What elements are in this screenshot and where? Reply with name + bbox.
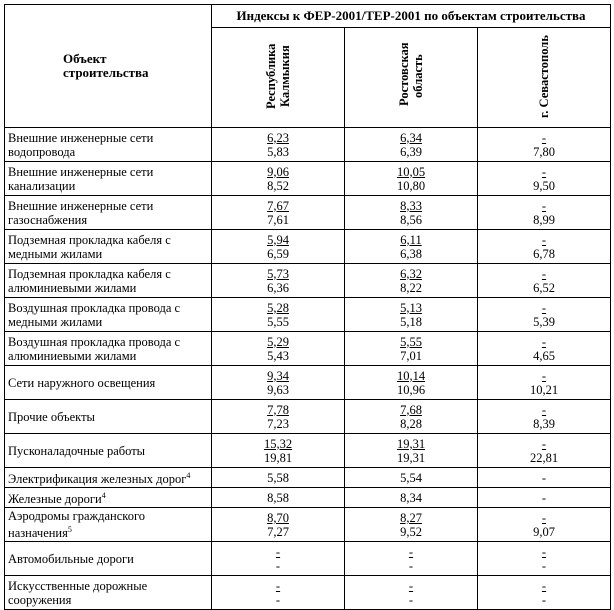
- index-ter-value: -: [541, 592, 547, 607]
- index-fer-value: 5,94: [267, 232, 289, 247]
- index-cell: [212, 162, 345, 196]
- table-row: [5, 196, 611, 230]
- index-cell: [345, 542, 478, 576]
- object-name-cell: [5, 298, 212, 332]
- index-ter-value: 10,21: [529, 382, 559, 397]
- table-row: [5, 488, 611, 508]
- object-name-cell: [5, 264, 212, 298]
- index-fer-value: 15,32: [263, 436, 293, 451]
- object-name: Подземная прокладка кабеля с медными жилами: [8, 232, 171, 261]
- table-row: [5, 298, 611, 332]
- index-cell: [345, 162, 478, 196]
- object-name: Автомобильные дороги: [8, 551, 134, 566]
- index-cell: [345, 230, 478, 264]
- index-value: -: [541, 470, 547, 485]
- table-row: [5, 332, 611, 366]
- index-ter-value: 8,39: [533, 416, 555, 431]
- index-fer-value: 6,34: [400, 130, 422, 145]
- index-fer-value: -: [541, 578, 547, 593]
- index-cell: [478, 434, 611, 468]
- index-cell: [345, 196, 478, 230]
- index-cell: [345, 128, 478, 162]
- footnote-marker: 4: [186, 471, 191, 480]
- object-name: Электрификация железных дорог: [8, 472, 187, 487]
- index-ter-value: 9,52: [400, 524, 422, 539]
- index-fer-value: 6,32: [400, 266, 422, 281]
- table-row: [5, 468, 611, 488]
- index-value: -: [541, 490, 547, 505]
- table-body: [5, 128, 611, 610]
- index-fer-value: -: [541, 266, 547, 281]
- index-ter-value: 5,18: [400, 314, 422, 329]
- region-label: Республика Калмыкия: [264, 43, 292, 109]
- index-ter-value: 8,22: [400, 280, 422, 295]
- index-ter-value: 10,96: [396, 382, 426, 397]
- object-name-cell: [5, 128, 212, 162]
- region-label: Ростовская область: [397, 42, 425, 106]
- index-cell: [478, 332, 611, 366]
- index-ter-value: 8,52: [267, 178, 289, 193]
- table-row: [5, 128, 611, 162]
- object-name: Пусконаладочные работы: [8, 443, 146, 458]
- index-cell: [478, 468, 611, 488]
- index-cell: [212, 508, 345, 542]
- index-fer-value: 7,78: [267, 402, 289, 417]
- index-fer-value: 8,70: [267, 510, 289, 525]
- object-name-cell: [5, 468, 212, 488]
- index-cell: [345, 298, 478, 332]
- index-fer-value: 5,29: [267, 334, 289, 349]
- index-fer-value: -: [541, 300, 547, 315]
- index-ter-value: 7,61: [267, 212, 289, 227]
- index-ter-value: 4,65: [533, 348, 555, 363]
- index-cell: [478, 366, 611, 400]
- table-row: [5, 400, 611, 434]
- index-ter-value: 10,80: [396, 178, 426, 193]
- object-name-cell: [5, 488, 212, 508]
- object-name: Прочие объекты: [8, 409, 95, 424]
- region-header-sevastopol: [478, 28, 611, 128]
- index-ter-value: -: [408, 592, 414, 607]
- index-fer-value: -: [541, 402, 547, 417]
- index-ter-value: 19,31: [396, 450, 426, 465]
- region-label: г. Севастополь: [537, 34, 552, 118]
- index-fer-value: -: [275, 544, 281, 559]
- table-row: [5, 366, 611, 400]
- object-name-cell: [5, 162, 212, 196]
- index-cell: [212, 488, 345, 508]
- object-name-cell: [5, 508, 212, 542]
- index-fer-value: -: [541, 334, 547, 349]
- index-ter-value: 9,07: [533, 524, 555, 539]
- construction-index-table: [4, 4, 611, 610]
- object-name: Внешние инженерные сети газоснабжения: [8, 198, 154, 227]
- index-fer-value: -: [541, 232, 547, 247]
- index-cell: [478, 508, 611, 542]
- index-fer-value: 9,06: [267, 164, 289, 179]
- index-ter-value: 6,39: [400, 144, 422, 159]
- index-ter-value: 7,01: [400, 348, 422, 363]
- index-cell: [345, 264, 478, 298]
- index-ter-value: 7,80: [533, 144, 555, 159]
- index-fer-value: 5,73: [267, 266, 289, 281]
- table-row: [5, 508, 611, 542]
- region-header-kalmykia: [212, 28, 345, 128]
- index-cell: [212, 576, 345, 610]
- object-name: Искусственные дорожные сооружения: [8, 578, 148, 607]
- index-cell: [212, 128, 345, 162]
- index-fer-value: 9,34: [267, 368, 289, 383]
- index-ter-value: -: [541, 558, 547, 573]
- object-name-cell: [5, 366, 212, 400]
- index-cell: [212, 400, 345, 434]
- index-group-header: Индексы к ФЕР-2001/ТЕР-2001 по объектам строительства: [212, 5, 611, 28]
- index-fer-value: 6,11: [400, 232, 422, 247]
- index-fer-value: 5,28: [267, 300, 289, 315]
- object-name-cell: [5, 576, 212, 610]
- index-ter-value: -: [275, 558, 281, 573]
- footnote-marker: 5: [67, 525, 72, 535]
- index-ter-value: 9,63: [267, 382, 289, 397]
- index-ter-value: 6,38: [400, 246, 422, 261]
- index-ter-value: 5,43: [267, 348, 289, 363]
- index-value: 8,58: [267, 490, 289, 505]
- index-fer-value: 8,33: [400, 198, 422, 213]
- index-fer-value: 5,13: [400, 300, 422, 315]
- index-cell: [345, 400, 478, 434]
- index-ter-value: 8,56: [400, 212, 422, 227]
- index-ter-value: 7,27: [267, 524, 289, 539]
- index-cell: [478, 128, 611, 162]
- index-fer-value: -: [541, 198, 547, 213]
- index-cell: [345, 468, 478, 488]
- table-row: [5, 434, 611, 468]
- index-ter-value: -: [408, 558, 414, 573]
- object-name-cell: [5, 332, 212, 366]
- index-fer-value: 7,67: [267, 198, 289, 213]
- index-cell: [345, 508, 478, 542]
- index-fer-value: 5,55: [400, 334, 422, 349]
- object-name: Аэродромы гражданского назначения: [8, 509, 146, 541]
- index-cell: [345, 366, 478, 400]
- index-ter-value: 22,81: [529, 450, 559, 465]
- index-value: 5,58: [267, 470, 289, 485]
- index-fer-value: 8,27: [400, 510, 422, 525]
- object-name: Сети наружного освещения: [8, 375, 156, 390]
- index-cell: [478, 162, 611, 196]
- index-ter-value: 6,78: [533, 246, 555, 261]
- object-name: Воздушная прокладка провода с алюминиевыми жилами: [8, 334, 181, 363]
- region-header-rostov: [345, 28, 478, 128]
- index-cell: [478, 576, 611, 610]
- index-ter-value: 19,81: [263, 450, 293, 465]
- index-cell: [212, 230, 345, 264]
- index-ter-value: 7,23: [267, 416, 289, 431]
- object-name-cell: [5, 434, 212, 468]
- index-cell: [478, 230, 611, 264]
- index-cell: [478, 264, 611, 298]
- index-cell: [478, 196, 611, 230]
- index-ter-value: 6,36: [267, 280, 289, 295]
- index-fer-value: 7,68: [400, 402, 422, 417]
- index-cell: [478, 488, 611, 508]
- table-row: [5, 542, 611, 576]
- index-fer-value: -: [541, 130, 547, 145]
- index-fer-value: -: [541, 544, 547, 559]
- index-cell: [212, 332, 345, 366]
- index-cell: [212, 196, 345, 230]
- index-cell: [478, 400, 611, 434]
- index-ter-value: 6,52: [533, 280, 555, 295]
- index-fer-value: -: [541, 368, 547, 383]
- index-ter-value: 8,28: [400, 416, 422, 431]
- object-column-header: [5, 5, 212, 128]
- index-ter-value: 5,83: [267, 144, 289, 159]
- index-ter-value: 5,55: [267, 314, 289, 329]
- table-row: [5, 162, 611, 196]
- index-cell: [212, 366, 345, 400]
- index-ter-value: 9,50: [533, 178, 555, 193]
- object-column-label: Объект строительства: [63, 51, 149, 80]
- index-fer-value: 19,31: [396, 436, 426, 451]
- index-fer-value: 10,05: [396, 164, 426, 179]
- index-ter-value: 8,99: [533, 212, 555, 227]
- table-row: [5, 264, 611, 298]
- index-ter-value: 5,39: [533, 314, 555, 329]
- index-fer-value: -: [408, 544, 414, 559]
- index-fer-value: -: [541, 164, 547, 179]
- object-name-cell: [5, 400, 212, 434]
- object-name-cell: [5, 230, 212, 264]
- index-value: 8,34: [400, 490, 422, 505]
- index-cell: [345, 488, 478, 508]
- index-fer-value: 10,14: [396, 368, 426, 383]
- table-row: [5, 230, 611, 264]
- index-ter-value: 6,59: [267, 246, 289, 261]
- index-cell: [212, 468, 345, 488]
- index-fer-value: -: [408, 578, 414, 593]
- table-row: [5, 576, 611, 610]
- index-fer-value: 6,23: [267, 130, 289, 145]
- index-fer-value: -: [275, 578, 281, 593]
- index-cell: [345, 434, 478, 468]
- object-name: Внешние инженерные сети водопровода: [8, 130, 154, 159]
- index-ter-value: -: [275, 592, 281, 607]
- index-cell: [212, 542, 345, 576]
- object-name-cell: [5, 196, 212, 230]
- object-name: Железные дороги: [8, 492, 102, 507]
- object-name: Подземная прокладка кабеля с алюминиевыми жилами: [8, 266, 171, 295]
- index-value: 5,54: [400, 470, 422, 485]
- footnote-marker: 4: [101, 491, 106, 501]
- object-name-cell: [5, 542, 212, 576]
- index-cell: [478, 298, 611, 332]
- index-fer-value: -: [541, 510, 547, 525]
- index-cell: [345, 332, 478, 366]
- index-fer-value: -: [541, 436, 547, 451]
- object-name: Воздушная прокладка провода с медными жилами: [8, 300, 181, 329]
- object-name: Внешние инженерные сети канализации: [8, 164, 154, 193]
- index-cell: [212, 264, 345, 298]
- index-cell: [212, 298, 345, 332]
- index-cell: [345, 576, 478, 610]
- index-cell: [478, 542, 611, 576]
- index-cell: [212, 434, 345, 468]
